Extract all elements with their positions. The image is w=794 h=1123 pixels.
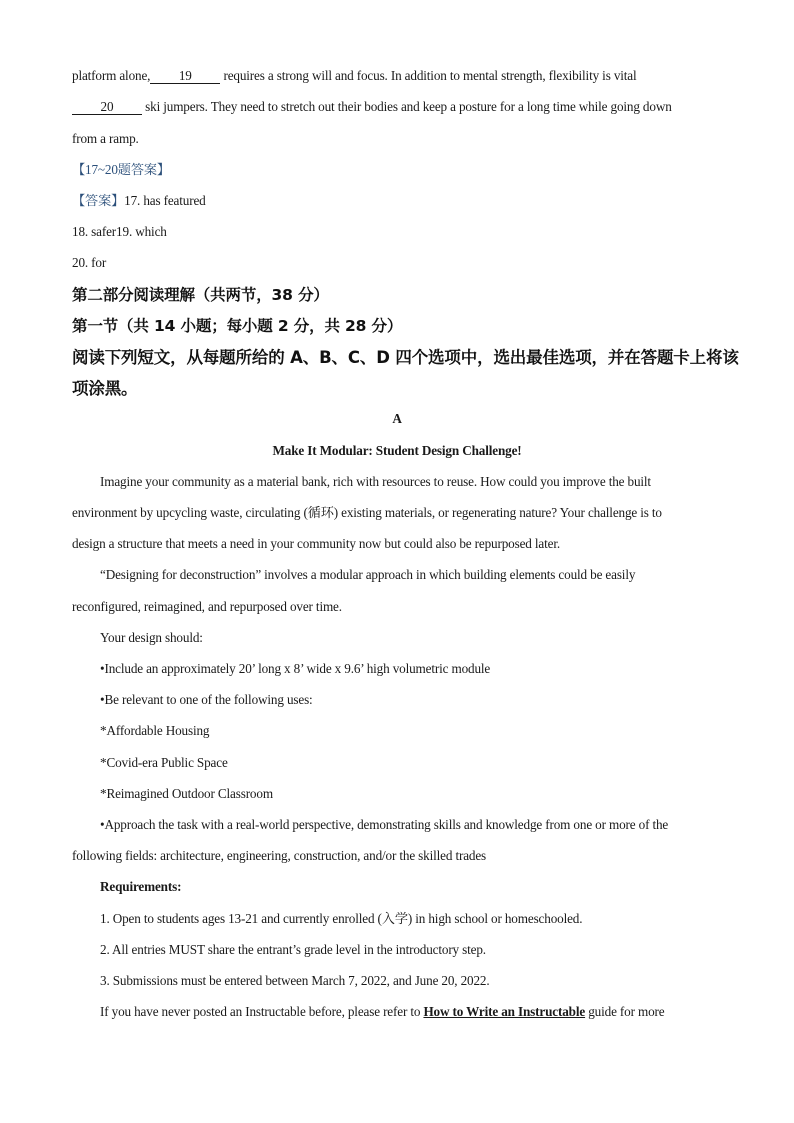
paragraph-line: Imagine your community as a material bank, rich with resources to reuse. How could you improve the built: [100, 474, 651, 489]
paragraph-line: “Designing for deconstruction” involves a modular approach in which building elements could be easily: [100, 567, 636, 582]
requirements-heading: Requirements:: [100, 879, 182, 894]
passage-text: ski jumpers. They need to stretch out their bodies and keep a posture for a long time while going down: [142, 99, 672, 114]
answer-tag: 【答案】: [72, 193, 125, 208]
requirement-item: 2. All entries MUST share the entrant’s grade level in the introductory step.: [100, 942, 486, 957]
paragraph-line: Your design should:: [100, 630, 203, 645]
answer-line-20: 20. for: [72, 255, 107, 270]
paragraph-text: guide for more: [585, 1004, 665, 1019]
bullet-item-continued: following fields: architecture, engineering, construction, and/or the skilled trades: [72, 848, 487, 863]
instruction-line-1: 阅读下列短文，从每题所给的 A、B、C、D 四个选项中，选出最佳选项，并在答题卡上将该: [72, 348, 739, 367]
passage-line-1: [72, 67, 637, 85]
paragraph-line: design a structure that meets a need in your community now but could also be repurposed later.: [72, 536, 560, 551]
paragraph-line: environment by upcycling waste, circulating (循环) existing materials, or regenerating nature? Your challenge is to: [72, 505, 662, 520]
passage-letter: A: [392, 411, 402, 426]
answer-line-18-19: 18. safer19. which: [72, 224, 167, 239]
blank-19: 19: [150, 68, 220, 84]
bullet-item: •Be relevant to one of the following uses:: [100, 692, 313, 707]
requirement-item: 1. Open to students ages 13-21 and currently enrolled (入学) in high school or homeschooled.: [100, 911, 583, 926]
passage-text: requires a strong will and focus. In addition to mental strength, flexibility is vital: [220, 68, 637, 83]
passage-title: Make It Modular: Student Design Challenge!: [272, 443, 522, 458]
instruction-line-2: 项涂黑。: [72, 379, 138, 398]
requirement-item: 3. Submissions must be entered between March 7, 2022, and June 20, 2022.: [100, 973, 490, 988]
bullet-item: •Include an approximately 20’ long x 8’ wide x 9.6’ high volumetric module: [100, 661, 491, 676]
instructable-guide-link[interactable]: How to Write an Instructable: [423, 1004, 586, 1019]
answer-section-tag: 【17~20题答案】: [72, 162, 170, 177]
answer-line-17: [72, 192, 206, 210]
bullet-item: •Approach the task with a real-world perspective, demonstrating skills and knowledge from one or more of the: [100, 817, 669, 832]
passage-line-3: from a ramp.: [72, 131, 139, 146]
passage-text: platform alone,: [72, 68, 151, 83]
blank-20: 20: [72, 99, 142, 115]
use-item: *Reimagined Outdoor Classroom: [100, 786, 273, 801]
use-item: *Affordable Housing: [100, 723, 210, 738]
paragraph-text: If you have never posted an Instructable before, please refer to: [100, 1004, 424, 1019]
use-item: *Covid-era Public Space: [100, 755, 228, 770]
part2-heading: 第二部分阅读理解（共两节，38 分）: [72, 286, 329, 304]
passage-line-2: [72, 98, 672, 116]
paragraph-line: [100, 1003, 665, 1021]
answer-17: 17. has featured: [124, 193, 206, 208]
section1-heading: 第一节（共 14 小题；每小题 2 分，共 28 分）: [72, 317, 403, 335]
paragraph-line: reconfigured, reimagined, and repurposed over time.: [72, 599, 342, 614]
